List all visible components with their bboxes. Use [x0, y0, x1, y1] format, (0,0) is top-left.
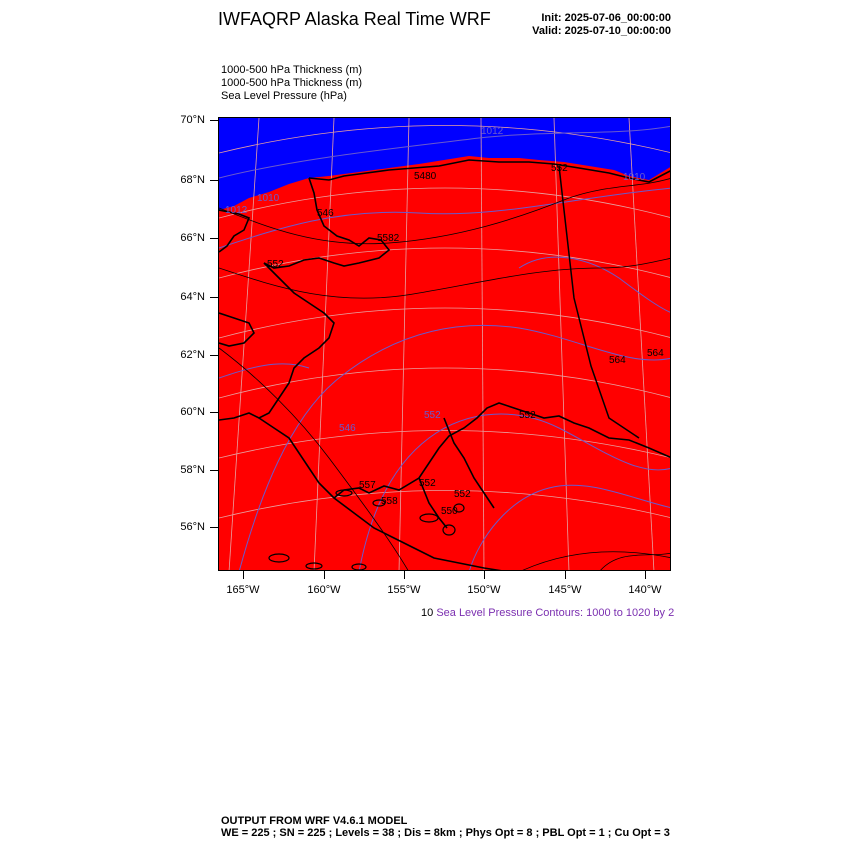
lon-label: 150°W: [467, 584, 501, 596]
lat-label: 70°N: [180, 114, 205, 126]
lon-label: 165°W: [226, 584, 260, 596]
model-footer: [221, 815, 670, 839]
lon-label: 145°W: [548, 584, 582, 596]
lat-tick: [210, 412, 218, 413]
thickness-label: 552: [519, 410, 536, 421]
field-thickness-1: 1000-500 hPa Thickness (m): [221, 64, 363, 76]
thickness-label: 552: [419, 478, 436, 489]
lat-tick: [210, 355, 218, 356]
field-list: [221, 64, 362, 103]
contour-note-text: Sea Level Pressure Contours: 1000 to 1020 by 2: [436, 607, 675, 619]
map-panel: [218, 117, 671, 571]
lat-tick: [210, 470, 218, 471]
lat-label: 66°N: [180, 232, 205, 244]
thickness-label: 552: [267, 259, 284, 270]
thickness-label: 552: [424, 410, 441, 421]
footer-line-1: OUTPUT FROM WRF V4.6.1 MODEL: [221, 815, 408, 827]
lon-tick: [484, 571, 485, 579]
field-slp: Sea Level Pressure (hPa): [221, 90, 347, 102]
border-line: [559, 166, 639, 438]
lon-label: 140°W: [628, 584, 662, 596]
lon-tick: [324, 571, 325, 579]
thickness-label: 5480: [414, 171, 437, 182]
lat-tick: [210, 527, 218, 528]
lat-tick: [210, 120, 218, 121]
thickness-label: 558: [381, 496, 398, 507]
lon-label: 160°W: [307, 584, 341, 596]
lon-tick: [243, 571, 244, 579]
lat-label: 60°N: [180, 406, 205, 418]
thickness-label: 564: [647, 348, 664, 359]
thickness-label: 5582: [377, 233, 400, 244]
pressure-label: 1012: [481, 126, 504, 137]
lat-label: 62°N: [180, 349, 205, 361]
lon-label: 155°W: [387, 584, 421, 596]
thickness-label: 550: [441, 506, 458, 517]
lat-tick: [210, 297, 218, 298]
chart-title: IWFAQRP Alaska Real Time WRF: [218, 9, 491, 29]
thickness-label: 552: [454, 489, 471, 500]
pressure-label: 1010: [623, 172, 646, 183]
pressure-label: 1010: [257, 193, 280, 204]
lon-tick: [404, 571, 405, 579]
thickness-label: 552: [551, 163, 568, 174]
lon-tick: [645, 571, 646, 579]
thickness-label: 557: [359, 480, 376, 491]
time-info: [532, 12, 671, 38]
thickness-label: 564: [609, 355, 626, 366]
thickness-label: 546: [339, 423, 356, 434]
thickness-label: 546: [317, 208, 334, 219]
lat-label: 56°N: [180, 521, 205, 533]
field-thickness-2: 1000-500 hPa Thickness (m): [221, 77, 363, 89]
graticule: [219, 118, 671, 571]
lat-label: 64°N: [180, 291, 205, 303]
contour-note-number: 10: [421, 607, 434, 619]
lat-tick: [210, 238, 218, 239]
contour-note: [421, 607, 674, 619]
pressure-label: 1012: [225, 205, 248, 216]
lon-tick: [565, 571, 566, 579]
lat-tick: [210, 180, 218, 181]
map-svg: [219, 118, 671, 571]
lat-label: 58°N: [180, 464, 205, 476]
init-time: Init: 2025-07-06_00:00:00: [541, 12, 671, 24]
footer-line-2: WE = 225 ; SN = 225 ; Levels = 38 ; Dis = 8km ; Phys Opt = 8 ; PBL Opt = 1 ; Cu Opt = 3: [221, 827, 670, 839]
valid-time: Valid: 2025-07-10_00:00:00: [532, 25, 671, 37]
lat-label: 68°N: [180, 174, 205, 186]
